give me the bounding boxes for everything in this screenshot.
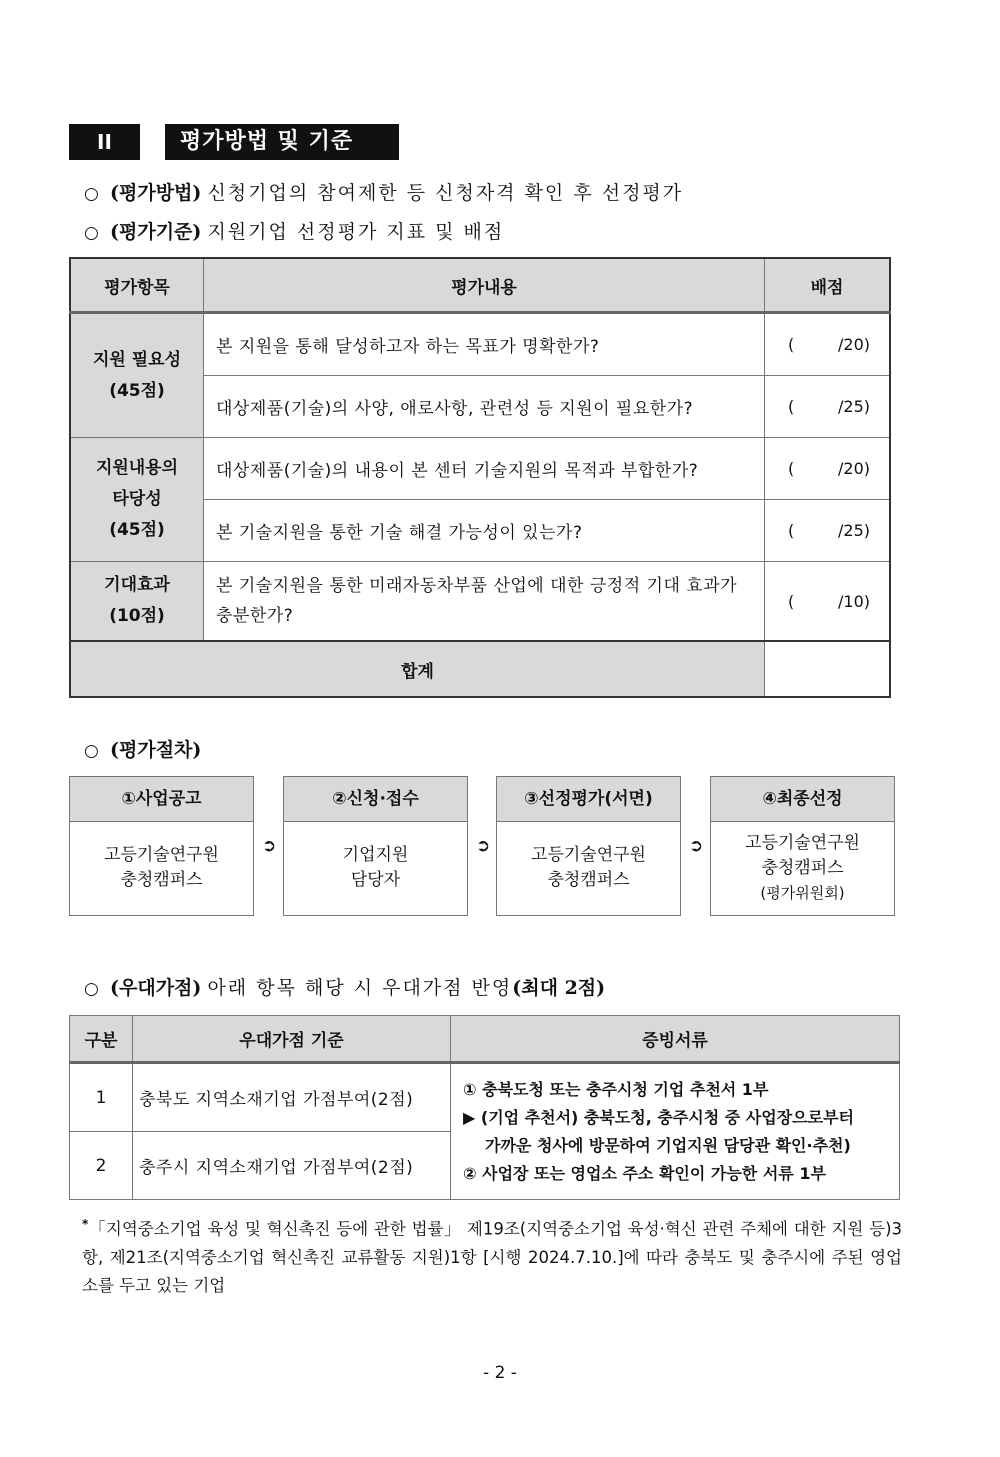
header-category: 평가항목 xyxy=(70,258,204,313)
criteria-text: 지원기업 선정평가 지표 및 배점 xyxy=(207,221,505,243)
footnote-text: 「지역중소기업 육성 및 혁신촉진 등에 관한 법률」 제19조(지역중소기업 육성·혁신 관련 주체에 대한 지원 등)3항, 제21조(지역중소기업 혁신촉진 교류활동 지원)1항 [시행 2024.7.10.]에 따라 충북도 및 충주시에 주된 영업소를 두고 있는 기업 xyxy=(82,1219,902,1295)
right-arrow-icon: ➲ xyxy=(476,836,491,856)
score-cell: ( /25) xyxy=(765,376,891,438)
flow-step: ③선정평가(서면) 고등기술연구원 충청캠퍼스 xyxy=(496,776,681,916)
table-header-row xyxy=(70,1016,900,1063)
score-cell: ( /25) xyxy=(765,500,891,562)
header-score: 배점 xyxy=(765,258,891,313)
flow-step-title: ①사업공고 xyxy=(70,777,253,822)
table-header-row xyxy=(70,258,890,313)
table-row xyxy=(70,562,890,642)
category-effect: 기대효과 (10점) xyxy=(70,562,204,642)
section-number: II xyxy=(69,124,140,160)
procedure-label: (평가절차) xyxy=(110,739,202,761)
method-label: (평가방법) xyxy=(110,182,202,204)
pref-line: ○ (우대가점) 아래 항목 해당 시 우대가점 반영(최대 2점) xyxy=(84,977,606,999)
right-arrow-icon: ➲ xyxy=(689,836,704,856)
table-row xyxy=(70,1063,900,1132)
eval-content: 본 지원을 통해 달성하고자 하는 목표가 명확한가? xyxy=(204,313,765,376)
flow-step: ①사업공고 고등기술연구원 충청캠퍼스 xyxy=(69,776,254,916)
page-number: - 2 - xyxy=(483,1363,517,1383)
total-score-cell xyxy=(765,641,891,697)
footnote xyxy=(82,1210,902,1300)
score-cell: ( /20) xyxy=(765,438,891,500)
flow-step: ④최종선정 고등기술연구원 충청캠퍼스 (평가위원회) xyxy=(710,776,895,916)
pref-text: 아래 항목 해당 시 우대가점 반영 xyxy=(207,977,513,999)
preference-table xyxy=(69,1015,900,1200)
header-docs: 증빙서류 xyxy=(451,1016,900,1063)
score-cell: ( /20) xyxy=(765,313,891,376)
eval-content: 대상제품(기술)의 내용이 본 센터 기술지원의 목적과 부합한가? xyxy=(204,438,765,500)
method-line: ○ (평가방법) 신청기업의 참여제한 등 신청자격 확인 후 선정평가 xyxy=(84,182,684,204)
docs-cell: ① 충북도청 또는 충주시청 기업 추천서 1부 ▶ (기업 추천서) 충북도청, 충주시청 중 사업장으로부터 가까운 청사에 방문하여 기업지원 담당관 확인·추천) ② 사업장 또는 영업소 주소 확인이 가능한 서류 1부 xyxy=(451,1063,900,1200)
flow-step-title: ②신청·접수 xyxy=(284,777,467,822)
procedure-line: ○ (평가절차) xyxy=(84,739,202,761)
footnote-mark: * xyxy=(82,1217,89,1231)
row-criteria: 충주시 지역소재기업 가점부여(2점) xyxy=(133,1132,451,1200)
pref-label: (우대가점) xyxy=(110,977,202,999)
section-title: 평가방법 및 기준 xyxy=(165,124,399,160)
eval-content: 대상제품(기술)의 사양, 애로사항, 관련성 등 지원이 필요한가? xyxy=(204,376,765,438)
right-arrow-icon: ➲ xyxy=(262,836,277,856)
table-row xyxy=(70,313,890,376)
flow-step-title: ③선정평가(서면) xyxy=(497,777,680,822)
total-label: 합계 xyxy=(70,641,765,697)
category-validity: 지원내용의 타당성 (45점) xyxy=(70,438,204,562)
criteria-label: (평가기준) xyxy=(110,221,202,243)
eval-content: 본 기술지원을 통한 기술 해결 가능성이 있는가? xyxy=(204,500,765,562)
method-text: 신청기업의 참여제한 등 신청자격 확인 후 선정평가 xyxy=(207,182,684,204)
table-row xyxy=(70,438,890,500)
total-row xyxy=(70,641,890,697)
criteria-line: ○ (평가기준) 지원기업 선정평가 지표 및 배점 xyxy=(84,221,505,243)
header-no: 구분 xyxy=(70,1016,133,1063)
category-need: 지원 필요성 (45점) xyxy=(70,313,204,438)
flow-step: ②신청·접수 기업지원 담당자 xyxy=(283,776,468,916)
row-criteria: 충북도 지역소재기업 가점부여(2점) xyxy=(133,1063,451,1132)
score-cell: ( /10) xyxy=(765,562,891,642)
eval-content: 본 기술지원을 통한 미래자동차부품 산업에 대한 긍정적 기대 효과가 충분한가? xyxy=(204,562,765,642)
header-criteria: 우대가점 기준 xyxy=(133,1016,451,1063)
row-no: 1 xyxy=(70,1063,133,1132)
evaluation-table xyxy=(69,257,891,698)
flow-step-title: ④최종선정 xyxy=(711,777,894,822)
pref-max: (최대 2점) xyxy=(512,977,606,999)
row-no: 2 xyxy=(70,1132,133,1200)
header-content: 평가내용 xyxy=(204,258,765,313)
